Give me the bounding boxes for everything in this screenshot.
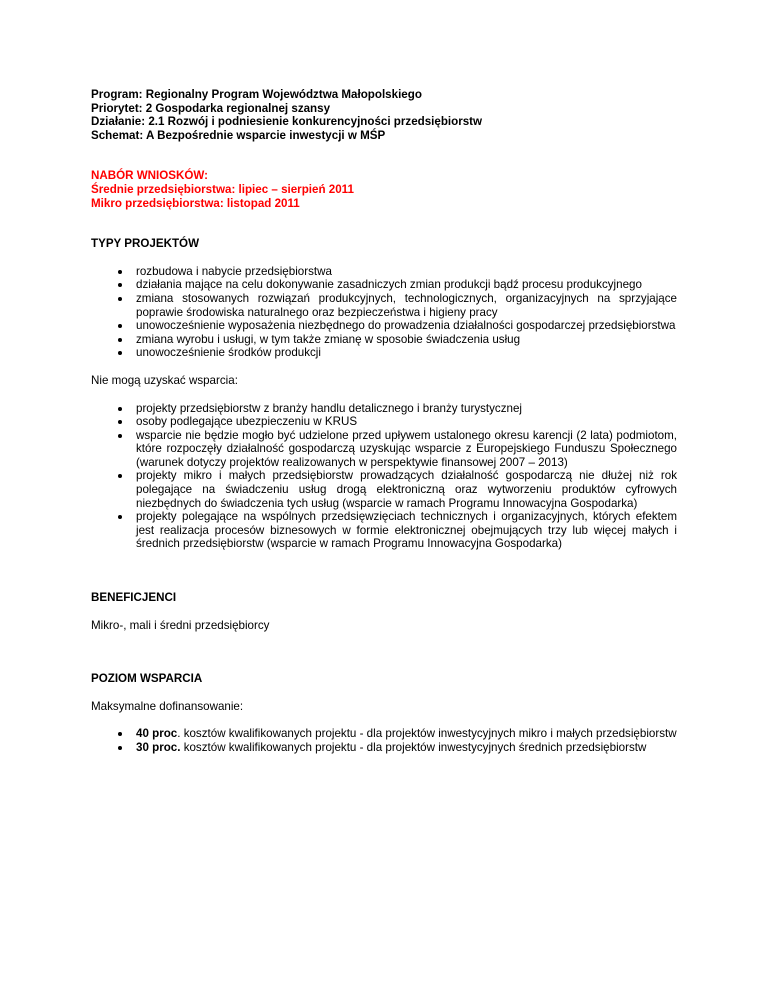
list-item: zmiana stosowanych rozwiązań produkcyjnych, technologicznych, organizacyjnych na sprzyjające poprawie środowiska naturalnego oraz bezpieczeństwa i higieny pracy [91, 292, 677, 319]
list-item [91, 741, 677, 755]
percent-value: 40 proc [136, 727, 178, 741]
list-item: działania mające na celu dokonywanie zasadniczych zmian produkcji bądź procesu produkcyjnego [91, 278, 677, 292]
list-item: wsparcie nie będzie mogło być udzielone przed upływem ustalonego okresu karencji (2 lata) podmiotom, które rozpoczęły działalność gospodarczą uzyskując wsparcie z Europejskiego Funduszu Społecznego (warunek dotyczy projektów realizowanych w perspektywie finansowej 2007 – 2013) [91, 429, 677, 470]
typy-list [91, 265, 677, 360]
percent-desc: . kosztów kwalifikowanych projektu - dla projektów inwestycyjnych mikro i małych przedsiębiorstw [177, 727, 677, 741]
list-item: unowocześnienie środków produkcji [91, 346, 677, 360]
schemat-line: Schemat: A Bezpośrednie wsparcie inwestycji w MŚP [91, 128, 386, 142]
beneficjenci-text: Mikro-, mali i średni przedsiębiorcy [91, 618, 270, 632]
list-item [91, 727, 677, 741]
list-item: zmiana wyrobu i usługi, w tym także zmianę w sposobie świadczenia usług [91, 333, 677, 347]
list-item: unowocześnienie wyposażenia niezbędnego do prowadzenia działalności gospodarczej przedsiębiorstwa [91, 319, 677, 333]
list-item: rozbudowa i nabycie przedsiębiorstwa [91, 265, 677, 279]
program-line: Program: Regionalny Program Województwa Małopolskiego [91, 88, 422, 101]
priorytet-line: Priorytet: 2 Gospodarka regionalnej szansy [91, 101, 331, 115]
typy-title: TYPY PROJEKTÓW [91, 237, 200, 251]
list-item: projekty polegające na wspólnych przedsięwzięciach technicznych i organizacyjnych, których efektem jest realizacja procesów biznesowych w formie elektronicznej obejmujących trzy lub więcej małych i średnich przedsiębiorstw (wsparcie w ramach Programu Innowacyjna Gospodarka) [91, 510, 677, 551]
percent-value: 30 proc. [136, 741, 181, 754]
excluded-list [91, 402, 677, 552]
list-item: projekty przedsiębiorstw z branży handlu detalicznego i branży turystycznej [91, 402, 677, 416]
list-item: projekty mikro i małych przedsiębiorstw prowadzących działalność gospodarczą nie dłużej niż rok polegające na świadczeniu usług drogą elektroniczną oraz wytworzeniu produktów cyfrowych niezbędnych do świadczenia tych usług (wsparcie w ramach Programu Innowacyjna Gospodarka) [91, 469, 677, 510]
nabor-mikro: Mikro przedsiębiorstwa: listopad 2011 [91, 196, 300, 210]
poziom-title: POZIOM WSPARCIA [91, 672, 203, 686]
document-content [91, 88, 677, 755]
nabor-section [91, 169, 677, 210]
program-header [91, 88, 677, 142]
nabor-title: NABÓR WNIOSKÓW: [91, 169, 209, 183]
beneficjenci-title: BENEFICJENCI [91, 591, 177, 605]
list-item: osoby podlegające ubezpieczeniu w KRUS [91, 415, 677, 429]
excluded-title: Nie mogą uzyskać wsparcia: [91, 373, 238, 387]
nabor-srednie: Średnie przedsiębiorstwa: lipiec – sierpień 2011 [91, 182, 354, 196]
poziom-list [91, 727, 677, 754]
dzialanie-line: Działanie: 2.1 Rozwój i podniesienie konkurencyjności przedsiębiorstw [91, 115, 483, 129]
percent-desc: kosztów kwalifikowanych projektu - dla projektów inwestycyjnych średnich przedsiębiorstw [180, 741, 647, 754]
poziom-intro: Maksymalne dofinansowanie: [91, 699, 244, 713]
